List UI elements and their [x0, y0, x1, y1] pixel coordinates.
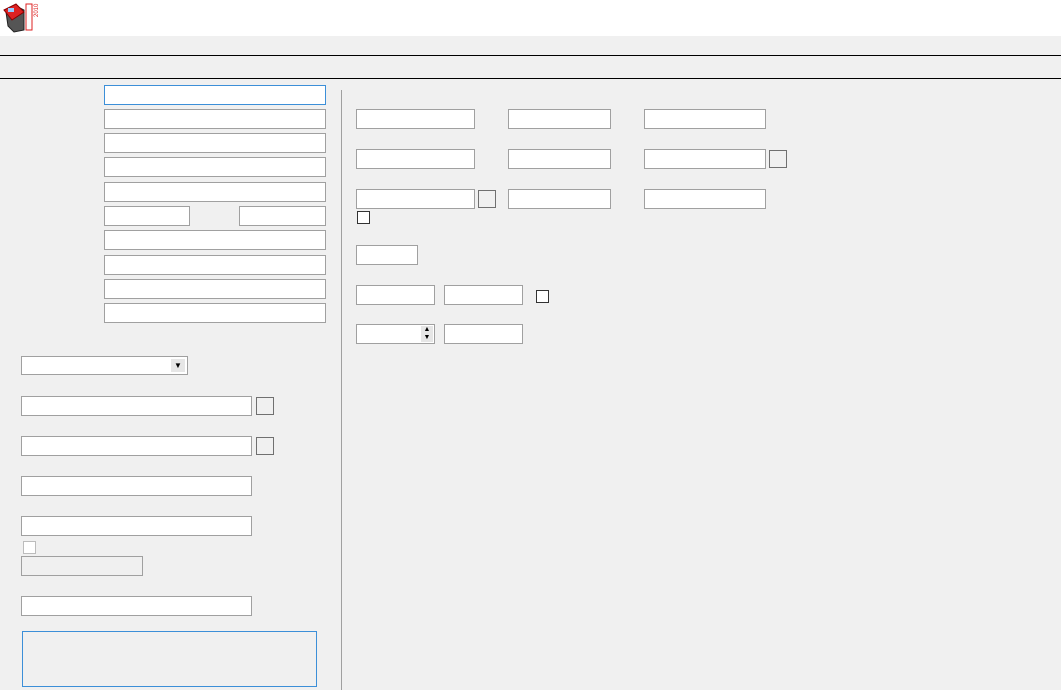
- bilder-browse-button[interactable]: [256, 397, 274, 415]
- window-header: [0, 0, 1061, 36]
- orgnr-input[interactable]: [104, 303, 326, 323]
- vare-browse-button[interactable]: [769, 150, 787, 168]
- gebyrvare-browse-button[interactable]: [478, 190, 496, 208]
- lunch-min-input[interactable]: [444, 324, 523, 344]
- felles-input[interactable]: [21, 516, 252, 536]
- landkode-input[interactable]: [644, 109, 766, 129]
- sentral-input[interactable]: [21, 476, 252, 496]
- gebyrkr-input[interactable]: [508, 189, 611, 209]
- bankforb-input[interactable]: [104, 230, 326, 250]
- car-tools-logo-icon: [2, 2, 40, 34]
- sub-tab-bar: [0, 59, 1061, 79]
- column-divider: [341, 90, 342, 690]
- mva-input[interactable]: [356, 245, 418, 265]
- maks-input[interactable]: [508, 149, 611, 169]
- post-input[interactable]: [104, 133, 326, 153]
- epost-input[interactable]: [104, 182, 326, 202]
- master-checkbox[interactable]: [23, 541, 36, 554]
- bilder-input[interactable]: [21, 396, 252, 416]
- bankkonto-input[interactable]: [104, 255, 326, 275]
- datoformat-input[interactable]: [356, 109, 475, 129]
- miljo-auto-checkbox[interactable]: [536, 290, 549, 303]
- gebyropp-input[interactable]: [644, 189, 766, 209]
- besok-input[interactable]: [104, 109, 326, 129]
- leveringskontroll-group: [22, 631, 317, 687]
- top-tab-bar: [0, 36, 1061, 56]
- telefaks-input[interactable]: [239, 206, 326, 226]
- passord-input[interactable]: [21, 596, 252, 616]
- telefon-input[interactable]: [104, 206, 190, 226]
- lokal-input[interactable]: [21, 436, 252, 456]
- lokal-browse-button[interactable]: [256, 437, 274, 455]
- betaling-select[interactable]: [21, 356, 188, 375]
- gebyralle-checkbox[interactable]: [357, 211, 370, 224]
- lunch-start-input[interactable]: [356, 324, 435, 344]
- desimal-input[interactable]: [508, 109, 611, 129]
- chevron-down-icon[interactable]: ▼: [171, 359, 185, 372]
- postgiro-input[interactable]: [104, 279, 326, 299]
- miljo-pct-input[interactable]: [444, 285, 523, 305]
- miljo-varenr-input[interactable]: [356, 285, 435, 305]
- postnr-input[interactable]: [104, 157, 326, 177]
- master-input: [21, 556, 143, 576]
- svg-text:2010: 2010: [34, 3, 40, 17]
- verkmat-input[interactable]: [356, 149, 475, 169]
- firmanavn-input[interactable]: [104, 85, 326, 105]
- gebyrvare-input[interactable]: [356, 189, 475, 209]
- vare-input[interactable]: [644, 149, 766, 169]
- spinner-icon[interactable]: ▲ ▼: [421, 326, 433, 342]
